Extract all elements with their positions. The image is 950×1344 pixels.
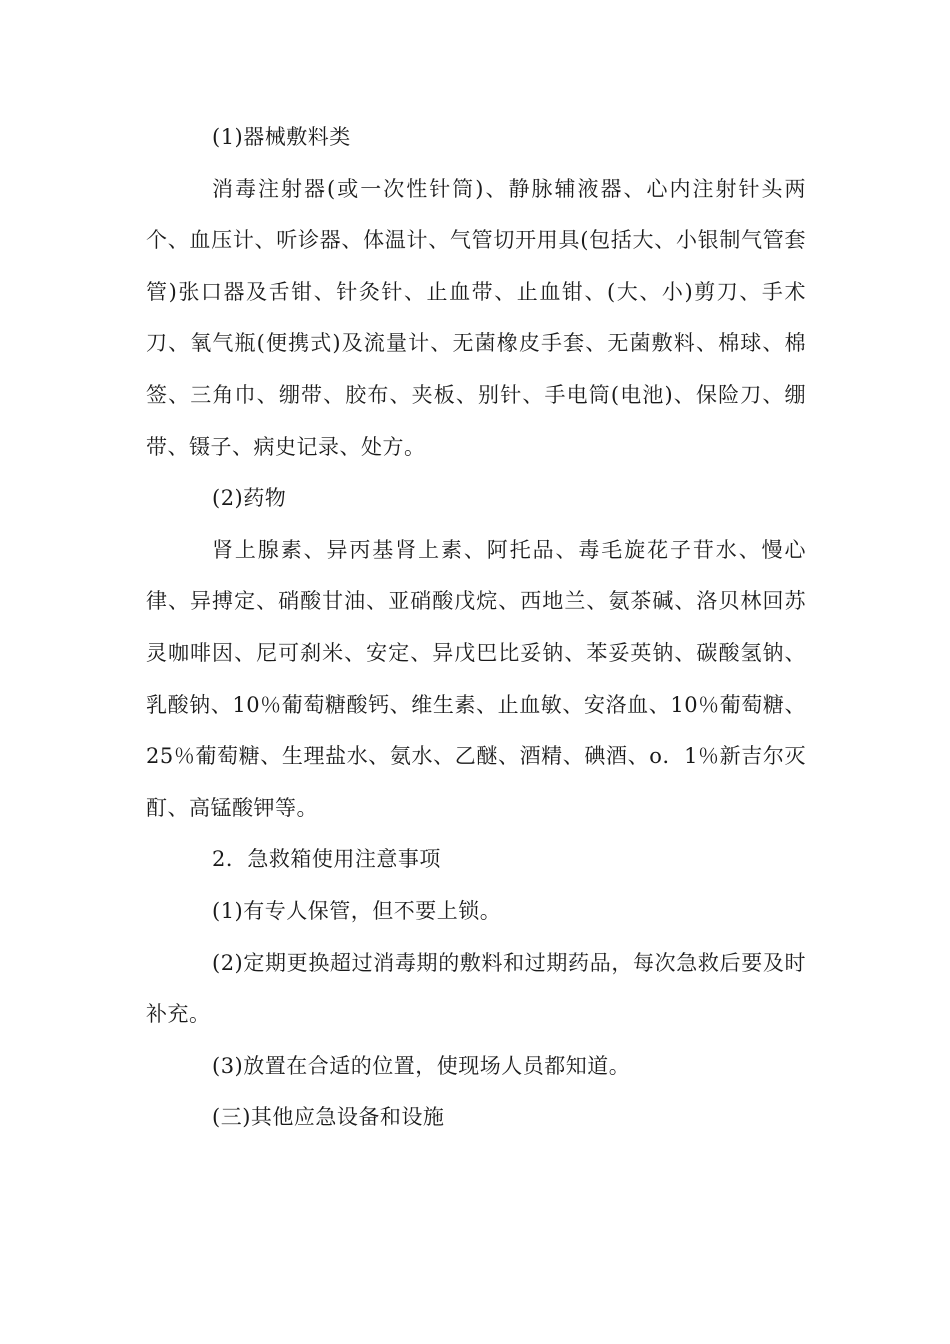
paragraph-drugs-list: 肾上腺素、异丙基肾上素、阿托品、毒毛旋花子苷水、慢心律、异搏定、硝酸甘油、亚硝酸戊烷、西地兰、氨茶碱、洛贝林回苏灵咖啡因、尼可刹米、安定、异戊巴比妥钠、苯妥英钠、碳酸氢钠、乳酸钠、10％葡萄糖酸钙、维生素、止血敏、安洛血、10％葡萄糖、25％葡萄糖、生理盐水、氨水、乙醚、酒精、碘酒、o．1％新吉尔灭酊、高锰酸钾等。 bbox=[146, 537, 806, 820]
note-item-1: (1)有专人保管，但不要上锁。 bbox=[212, 898, 502, 923]
note-item-3: (3)放置在合适的位置，使现场人员都知道。 bbox=[212, 1053, 631, 1078]
heading-first-aid-notes: 2．急救箱使用注意事项 bbox=[212, 847, 441, 872]
note-item-2: (2)定期更换超过消毒期的敷料和过期药品，每次急救后要及时补充。 bbox=[146, 950, 806, 1027]
heading-other-equipment: (三)其他应急设备和设施 bbox=[212, 1105, 445, 1130]
document-page bbox=[146, 112, 806, 1144]
heading-instruments: (1)器械敷料类 bbox=[212, 125, 351, 149]
heading-drugs: (2)药物 bbox=[212, 486, 287, 511]
paragraph-instruments-list: 消毒注射器(或一次性针筒)、静脉辅液器、心内注射针头两个、血压计、听诊器、体温计、气管切开用具(包括大、小银制气管套管)张口器及舌钳、针灸针、止血带、止血钳、(大、小)剪刀、手术刀、氧气瓶(便携式)及流量计、无菌橡皮手套、无菌敷料、棉球、棉签、三角巾、绷带、胶布、夹板、别针、手电筒(电池)、保险刀、绷带、镊子、病史记录、处方。 bbox=[146, 176, 806, 459]
